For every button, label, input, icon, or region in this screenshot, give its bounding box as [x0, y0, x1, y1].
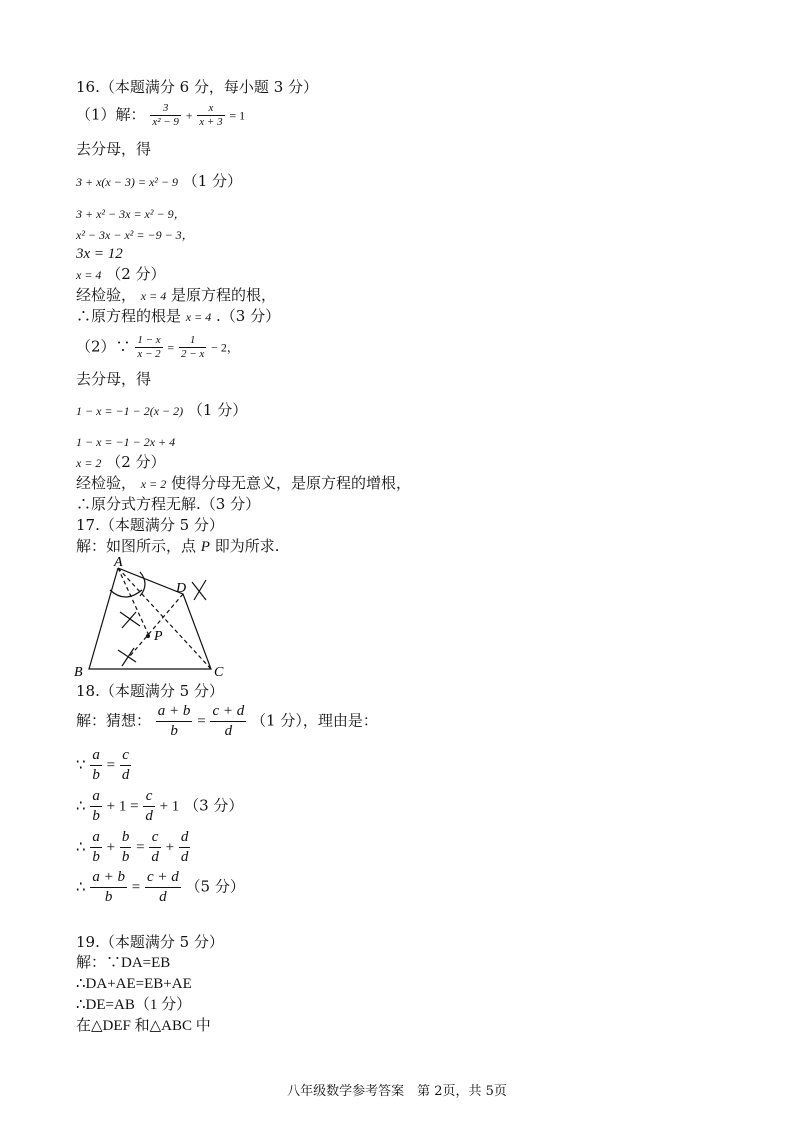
- denominator: b: [121, 849, 130, 865]
- equation-line: x² − 3x − x² = −9 − 3，: [76, 228, 194, 242]
- therefore-symbol: ∴: [76, 837, 86, 856]
- q18-step4: [76, 868, 245, 907]
- numerator: c: [143, 787, 155, 807]
- fraction: [135, 334, 162, 361]
- operator: +: [165, 839, 175, 856]
- text: 经检验，: [76, 286, 137, 304]
- root-line: [76, 307, 280, 326]
- fraction: [90, 828, 102, 867]
- denominator: d: [151, 849, 159, 865]
- page-footer: 八年级数学参考答案 第 2页，共 5页: [287, 1084, 507, 1099]
- therefore-symbol: ∴: [76, 796, 86, 815]
- text: 解：如图所示，点: [76, 537, 197, 555]
- equation-line: [76, 265, 166, 284]
- check-line: [76, 474, 411, 493]
- construction-mark-2: [118, 648, 136, 666]
- q16-title: 16.（本题满分 6 分，每小题 3 分）: [76, 78, 319, 96]
- fraction: [120, 746, 132, 785]
- fraction: [150, 102, 181, 129]
- text: （1 分），理由是：: [251, 711, 378, 730]
- equation-line: 3x = 12: [76, 246, 123, 262]
- numerator: a + b: [156, 702, 193, 722]
- fraction: [90, 746, 102, 785]
- q17-title: 17.（本题满分 5 分）: [76, 516, 224, 534]
- fraction: [210, 702, 246, 741]
- numerator: 3: [150, 102, 181, 116]
- q19-line2: ∴DA+AE=EB+AE: [76, 976, 192, 992]
- fraction: [120, 828, 132, 867]
- construction-mark-1: [120, 612, 140, 628]
- denominator: d: [224, 723, 233, 739]
- text: .（3 分）: [216, 307, 281, 325]
- q17-figure: [70, 556, 240, 678]
- point-p: [146, 634, 150, 638]
- text: 解：猜想：: [76, 711, 152, 730]
- denominator: d: [145, 808, 153, 824]
- step-text: 去分母，得: [76, 370, 152, 388]
- operator: +: [106, 839, 116, 856]
- fraction: [179, 334, 206, 361]
- equation: x = 2: [140, 477, 167, 491]
- denominator: x + 3: [199, 116, 223, 128]
- numerator: c: [120, 746, 132, 766]
- fraction: [143, 787, 155, 826]
- score: （2 分）: [106, 453, 166, 471]
- numerator: c + d: [210, 702, 246, 722]
- numerator: c + d: [145, 868, 181, 888]
- equation: x = 4: [185, 310, 212, 324]
- numerator: c: [149, 828, 161, 848]
- q16-part1-equation: [76, 102, 245, 129]
- numerator: 1: [179, 334, 206, 348]
- q18-step3: [76, 828, 190, 867]
- fraction: [149, 828, 161, 867]
- equation: 1 − x = −1 − 2(x − 2): [76, 404, 184, 418]
- equation-tail: − 2，: [211, 340, 239, 355]
- equation-line: 1 − x = −1 − 2x + 4: [76, 435, 176, 449]
- denominator: b: [92, 808, 100, 824]
- q19-line3: ∴DE=AB（1 分）: [76, 997, 192, 1013]
- equation-rhs: = 1: [229, 108, 246, 123]
- text: 使得分母无意义，是原方程的增根，: [171, 474, 412, 492]
- q18-guess: [76, 702, 378, 741]
- score: （1 分）: [182, 172, 243, 190]
- q18-step1: [76, 746, 131, 785]
- fraction: [179, 828, 191, 867]
- denominator: b: [92, 849, 100, 865]
- denominator: 2 − x: [180, 348, 205, 360]
- therefore-symbol: ∴: [76, 877, 86, 896]
- equation: x = 4: [76, 268, 102, 282]
- equation: 3 + x(x − 3) = x² − 9: [76, 175, 178, 189]
- text: 即为所求.: [214, 537, 280, 555]
- text: 是原方程的根，: [171, 286, 277, 304]
- check-line: [76, 286, 276, 305]
- numerator: 1 − x: [137, 334, 161, 346]
- denominator: d: [121, 767, 130, 783]
- denominator: d: [159, 889, 167, 905]
- score: （5 分）: [185, 877, 245, 896]
- operator: =: [106, 757, 116, 774]
- operator: + 1: [159, 798, 180, 815]
- numerator: d: [179, 828, 191, 848]
- step-text: 去分母，得: [76, 140, 152, 158]
- equation: x = 4: [140, 289, 167, 303]
- conclusion-line: ∴原分式方程无解.（3 分）: [76, 495, 261, 513]
- operator: + 1 =: [106, 798, 139, 815]
- because-symbol: ∵: [76, 755, 86, 774]
- equation-line: 3 + x² − 3x = x² − 9，: [76, 207, 186, 221]
- denominator: x² − 9: [152, 116, 179, 128]
- numerator: a: [90, 746, 102, 766]
- label-c: C: [214, 665, 224, 678]
- label-d: D: [176, 581, 187, 596]
- denominator: d: [180, 849, 189, 865]
- numerator: b: [120, 828, 132, 848]
- fraction: [145, 868, 181, 907]
- fraction: [156, 702, 193, 741]
- equation-line: [76, 453, 166, 472]
- numerator: a + b: [90, 868, 127, 888]
- operator: =: [136, 839, 145, 856]
- point-name: P: [200, 539, 210, 555]
- equation-line: [76, 401, 247, 420]
- q16-part2-label: （2）∵: [76, 337, 131, 356]
- q17-answer: [76, 537, 280, 556]
- q19-line4: 在△DEF 和△ABC 中: [76, 1018, 211, 1034]
- fraction: [197, 102, 224, 129]
- fraction: [90, 787, 102, 826]
- numerator: a: [90, 787, 102, 807]
- q19-title: 19.（本题满分 5 分）: [76, 933, 224, 951]
- denominator: x − 2: [137, 348, 161, 360]
- numerator: x: [197, 102, 224, 116]
- operator: =: [167, 340, 175, 355]
- denominator: b: [104, 889, 113, 905]
- construction-arc-a: [110, 590, 142, 597]
- label-b: B: [74, 665, 83, 678]
- q19-line1: 解：∵DA=EB: [76, 955, 171, 971]
- text: ∴原方程的根是: [76, 307, 182, 325]
- q18-step2: [76, 787, 243, 826]
- q16-part2-equation: [76, 334, 239, 361]
- score: （2 分）: [106, 265, 166, 283]
- fraction: [90, 868, 127, 907]
- construction-arc-a2: [140, 572, 145, 596]
- q16-part1-label: （1）解：: [76, 105, 146, 124]
- label-p: P: [154, 629, 163, 644]
- equation-line: [76, 172, 242, 191]
- denominator: b: [170, 723, 178, 739]
- construction-arc-d: [192, 580, 206, 600]
- operator: +: [185, 108, 193, 123]
- q18-title: 18.（本题满分 5 分）: [76, 682, 224, 700]
- label-a: A: [114, 556, 123, 570]
- numerator: a: [90, 828, 102, 848]
- text: 经检验，: [76, 474, 137, 492]
- denominator: b: [92, 767, 100, 783]
- operator: =: [131, 879, 141, 896]
- score: （3 分）: [184, 796, 244, 815]
- operator: =: [197, 713, 206, 730]
- equation: x = 2: [76, 456, 102, 470]
- score: （1 分）: [187, 401, 248, 419]
